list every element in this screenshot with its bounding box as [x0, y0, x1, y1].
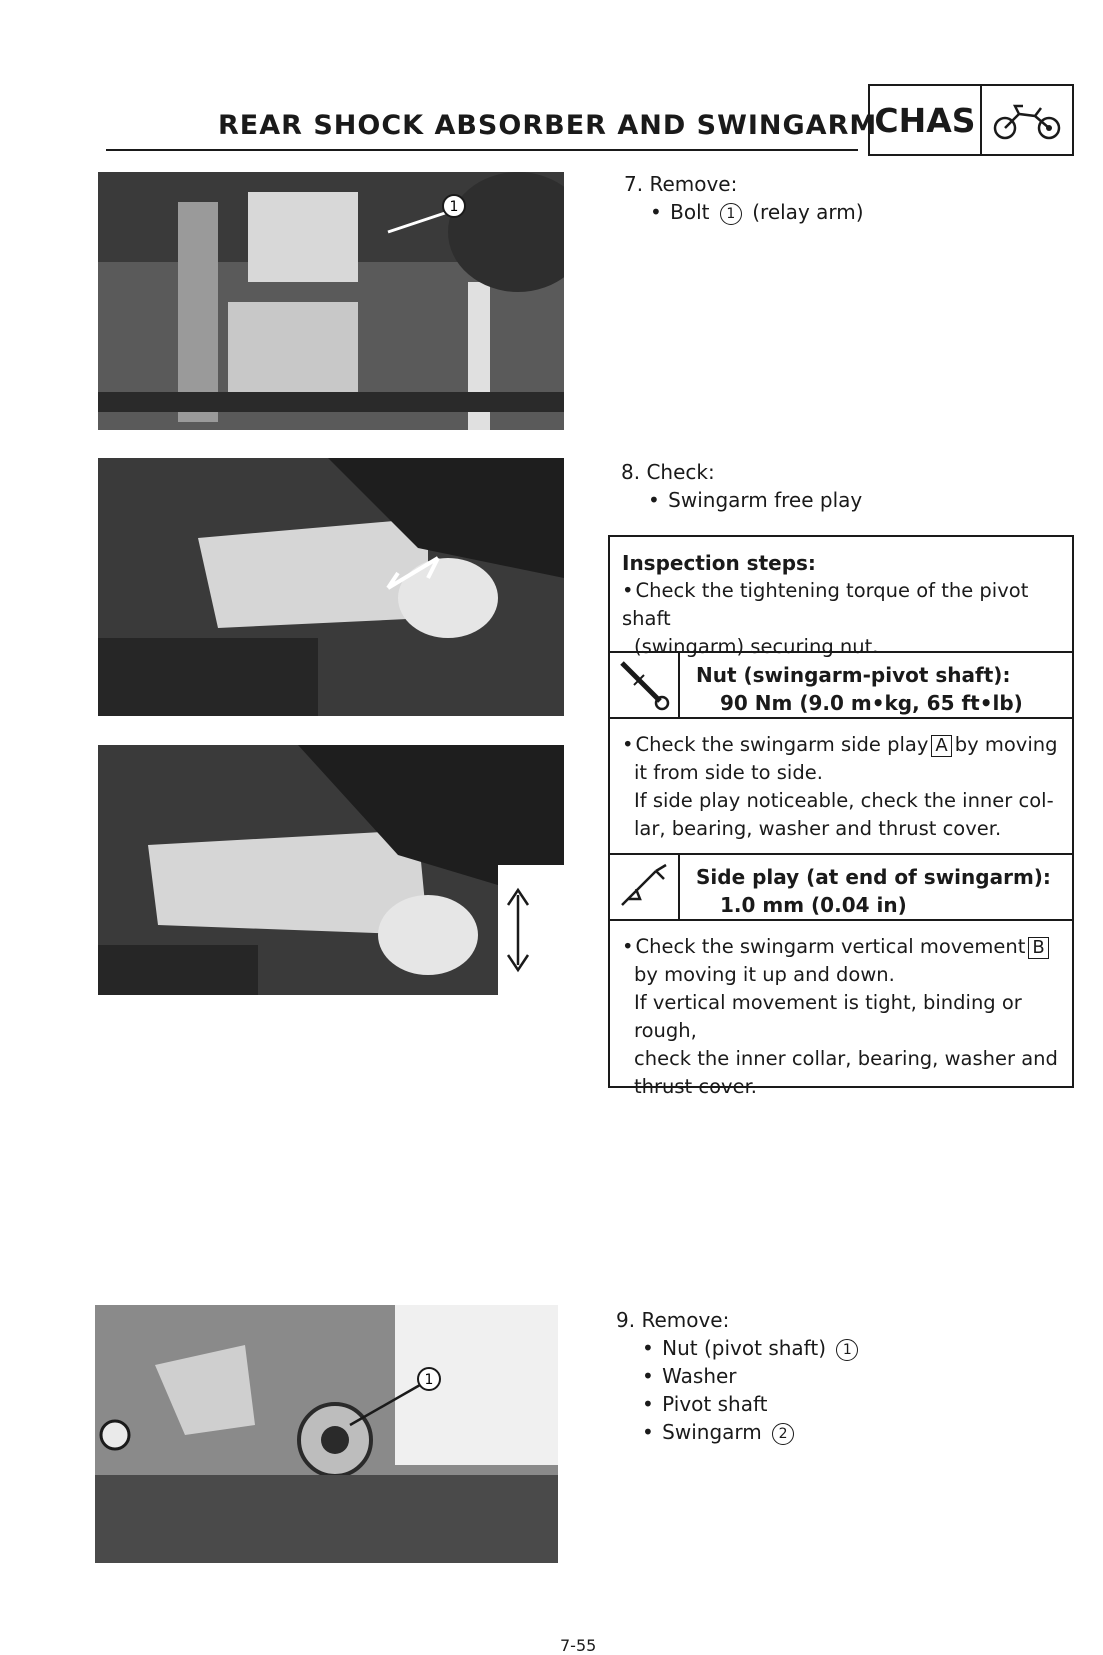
item-text: Swingarm free play — [668, 488, 863, 512]
check-line: thrust cover. — [634, 1075, 757, 1098]
check-line — [622, 731, 1062, 759]
step-8-item — [648, 486, 862, 514]
item-text: Washer — [662, 1364, 737, 1388]
check-line: it from side to side. — [634, 761, 823, 784]
section-tab — [868, 84, 1074, 156]
page-title: REAR SHOCK ABSORBER AND SWINGARM — [218, 110, 878, 141]
step-9-item — [642, 1390, 768, 1418]
item-text: Swingarm — [662, 1420, 762, 1444]
check-line: (swingarm) securing nut. — [634, 635, 879, 658]
ref-number: 1 — [836, 1339, 858, 1361]
torque-label: Nut (swingarm-pivot shaft): — [696, 663, 1011, 687]
callout-label: 1 — [449, 199, 459, 215]
step-9-item — [642, 1418, 798, 1446]
photo-swingarm-vertical-movement — [98, 745, 564, 995]
item-text: Nut (pivot shaft) — [662, 1336, 827, 1360]
side-play-label: Side play (at end of swingarm): — [696, 865, 1051, 889]
torque-value: 90 Nm (9.0 m•kg, 65 ft•lb) — [720, 691, 1023, 715]
section-code: CHAS — [870, 86, 982, 154]
torque-spec-row — [610, 653, 1072, 719]
check-line — [622, 933, 1062, 961]
step-7-item — [650, 198, 864, 226]
ref-number: 1 — [720, 203, 742, 225]
check-text: by moving — [954, 733, 1058, 756]
caliper-icon — [610, 855, 680, 919]
inspection-steps-box — [608, 535, 1074, 1098]
step-9-item — [642, 1362, 737, 1390]
marker-a: A — [931, 735, 951, 757]
step-7-heading: 7. Remove: — [624, 172, 738, 196]
photo-pivot-shaft-nut — [95, 1305, 558, 1563]
inspection-heading: Inspection steps: — [622, 551, 816, 575]
check-line: by moving it up and down. — [634, 963, 895, 986]
marker-b: B — [1028, 937, 1048, 959]
photo-relay-arm-bolt — [98, 172, 564, 430]
callout-label: 1 — [424, 1372, 434, 1388]
motorcycle-icon — [982, 86, 1072, 154]
item-text: (relay arm) — [752, 200, 864, 224]
check-text: Check the swingarm side play — [635, 733, 929, 756]
side-play-value: 1.0 mm (0.04 in) — [720, 893, 907, 917]
step-9-heading: 9. Remove: — [616, 1308, 730, 1332]
page-number: 7-55 — [560, 1636, 597, 1655]
check-text: Check the swingarm vertical movement — [635, 935, 1026, 958]
inspection-check-torque — [610, 537, 1072, 658]
inspection-check-vertical — [610, 921, 1072, 1098]
ref-number: 2 — [772, 1423, 794, 1445]
check-line: check the inner collar, bearing, washer and — [634, 1047, 1058, 1070]
check-line: • Check the tightening torque of the pivot shaft — [622, 577, 1062, 633]
inspection-check-side-play — [610, 719, 1072, 855]
side-play-spec-row — [610, 855, 1072, 921]
check-line: If vertical movement is tight, binding or rough, — [634, 991, 1022, 1042]
item-text: Pivot shaft — [662, 1392, 768, 1416]
check-line: If side play noticeable, check the inner col- — [634, 789, 1054, 812]
check-line: lar, bearing, washer and thrust cover. — [634, 817, 1002, 840]
torque-wrench-icon — [610, 653, 680, 717]
photo-swingarm-side-play — [98, 458, 564, 716]
step-9-item — [642, 1334, 862, 1362]
header-rule — [106, 149, 858, 151]
step-8-heading: 8. Check: — [621, 460, 715, 484]
item-text: Bolt — [670, 200, 710, 224]
